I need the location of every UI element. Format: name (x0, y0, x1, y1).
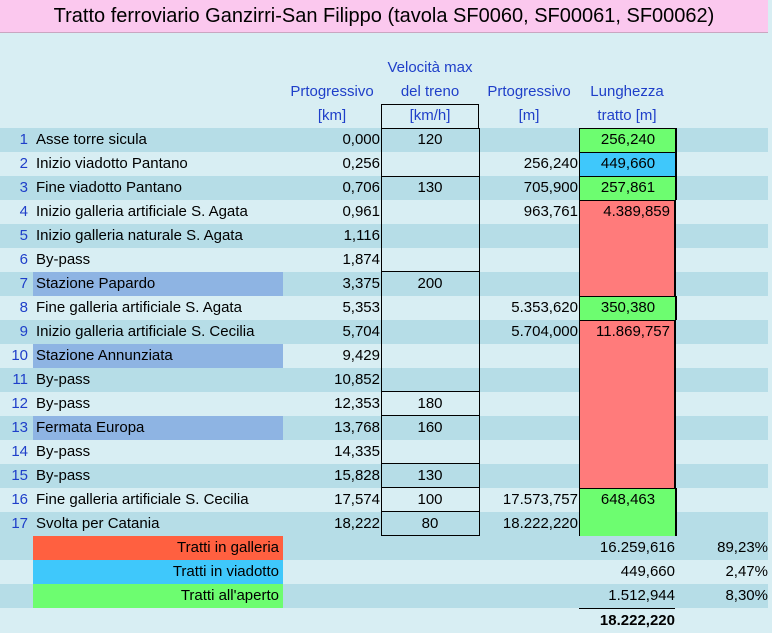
progressive-m (480, 128, 578, 152)
length-group-border (579, 200, 676, 297)
header-velocity-line2: [km/h] (409, 107, 451, 124)
location-name: Inizio galleria artificiale S. Cecilia (36, 323, 255, 340)
row-number: 14 (11, 443, 28, 460)
segment-length: 4.389,859 (579, 200, 675, 224)
progressive-km: 9,429 (342, 347, 380, 364)
header-velocity-line0: Velocità max (387, 59, 473, 76)
summary-row-viaduct (0, 560, 768, 584)
location-name: Svolta per Catania (36, 515, 160, 532)
header-km-line2: [km] (317, 107, 347, 124)
max-speed: 80 (421, 515, 439, 532)
summary-value-tunnel: 16.259,616 (599, 539, 675, 556)
velocity-block-4 (381, 391, 480, 416)
total-value: 18.222,220 (579, 608, 675, 633)
max-speed: 130 (417, 179, 443, 196)
location-name: Fine galleria artificiale S. Agata (36, 299, 242, 316)
row-number: 17 (11, 515, 28, 532)
max-speed: 160 (417, 419, 443, 436)
progressive-km: 1,874 (342, 251, 380, 268)
summary-row-open (0, 584, 768, 608)
max-speed: 130 (417, 467, 443, 484)
progressive-km: 12,353 (334, 395, 380, 412)
header-length-line2: tratto [m] (597, 107, 657, 124)
velocity-block-3 (381, 271, 480, 392)
row-number: 15 (11, 467, 28, 484)
progressive-m (480, 224, 578, 248)
summary-row-tunnel (0, 536, 768, 560)
progressive-m (480, 248, 578, 272)
location-name: By-pass (36, 467, 91, 484)
sheet-title: Tratto ferroviario Ganzirri-San Filippo (tavola SF0060, SF00061, SF00062) (0, 0, 768, 33)
segment-length: 256,240 (579, 128, 677, 152)
location-name: Fermata Europa (33, 416, 283, 440)
max-speed: 200 (417, 275, 443, 292)
length-group-border (579, 128, 676, 153)
location-name: By-pass (36, 371, 91, 388)
row-number: 1 (19, 131, 28, 148)
progressive-km: 14,335 (334, 443, 380, 460)
progressive-km: 10,852 (334, 371, 380, 388)
location-name: Inizio viadotto Pantano (36, 155, 188, 172)
progressive-m (480, 392, 578, 416)
velocity-block-5 (381, 415, 480, 464)
progressive-km: 0,000 (342, 131, 380, 148)
location-name: Inizio galleria naturale S. Agata (36, 227, 243, 244)
segment-length: 257,861 (579, 176, 677, 200)
length-group-border (579, 176, 676, 201)
progressive-m (480, 344, 578, 368)
summary-label-tunnel: Tratti in galleria (33, 536, 283, 560)
length-group-border (579, 296, 676, 321)
row-number: 16 (11, 491, 28, 508)
progressive-km: 0,706 (342, 179, 380, 196)
max-speed: 100 (417, 491, 443, 508)
row-number: 9 (19, 323, 28, 340)
max-speed: 120 (417, 131, 443, 148)
summary-value-open: 1.512,944 (608, 587, 675, 604)
header-length-line1: Lunghezza (590, 83, 664, 100)
progressive-m: 5.353,620 (511, 299, 578, 316)
progressive-m: 256,240 (523, 155, 578, 172)
summary-label-viaduct: Tratti in viadotto (33, 560, 283, 584)
progressive-m: 18.222,220 (502, 515, 578, 532)
row-number: 8 (19, 299, 28, 316)
progressive-km: 5,353 (342, 299, 380, 316)
header-m-line2: [m] (518, 107, 540, 124)
row-number: 5 (19, 227, 28, 244)
progressive-m (480, 368, 578, 392)
progressive-km: 5,704 (342, 323, 380, 340)
progressive-km: 15,828 (334, 467, 380, 484)
segment-length: 350,380 (579, 296, 677, 320)
row-number: 4 (19, 203, 28, 220)
velocity-block-8 (381, 511, 480, 536)
length-group-border (579, 320, 676, 489)
length-group-border (579, 488, 676, 537)
location-name: Stazione Papardo (33, 272, 283, 296)
location-name: By-pass (36, 443, 91, 460)
row-number: 13 (11, 419, 28, 436)
progressive-m: 5.704,000 (511, 323, 578, 340)
velocity-block-6 (381, 463, 480, 488)
location-name: Fine galleria artificiale S. Cecilia (36, 491, 249, 508)
progressive-km: 18,222 (334, 515, 380, 532)
segment-length: 11.869,757 (579, 320, 675, 344)
segment-length: 648,463 (579, 488, 677, 512)
row-number: 7 (19, 275, 28, 292)
progressive-m: 17.573,757 (502, 491, 578, 508)
location-name: Asse torre sicula (36, 131, 147, 148)
row-number: 10 (11, 347, 28, 364)
length-group-border (579, 152, 676, 177)
row-number: 11 (12, 371, 28, 388)
progressive-m (480, 272, 578, 296)
summary-pct-viaduct: 2,47% (725, 563, 768, 580)
summary-value-viaduct: 449,660 (620, 563, 675, 580)
header-velocity-line1: del treno (400, 83, 460, 100)
location-name: By-pass (36, 251, 91, 268)
progressive-m: 705,900 (523, 179, 578, 196)
total-row (0, 608, 768, 632)
row-number: 2 (19, 155, 28, 172)
progressive-km: 3,375 (342, 275, 380, 292)
location-name: Fine viadotto Pantano (36, 179, 182, 196)
summary-pct-open: 8,30% (725, 587, 768, 604)
header-km-line1: Prtogressivo (290, 83, 374, 100)
progressive-km: 13,768 (334, 419, 380, 436)
progressive-km: 1,116 (343, 227, 380, 244)
row-number: 12 (11, 395, 28, 412)
segment-length: 449,660 (579, 152, 677, 176)
progressive-km: 17,574 (334, 491, 380, 508)
velocity-block-2 (381, 176, 480, 272)
location-name: Inizio galleria artificiale S. Agata (36, 203, 248, 220)
progressive-m: 963,761 (523, 203, 578, 220)
progressive-km: 0,961 (342, 203, 380, 220)
velocity-block-7 (381, 487, 480, 512)
row-number: 6 (19, 251, 28, 268)
location-name: By-pass (36, 395, 91, 412)
progressive-m (480, 464, 578, 488)
summary-label-open: Tratti all'aperto (33, 584, 283, 608)
header-m-line1: Prtogressivo (487, 83, 571, 100)
row-number: 3 (19, 179, 28, 196)
progressive-m (480, 440, 578, 464)
progressive-km: 0,256 (342, 155, 380, 172)
location-name: Stazione Annunziata (33, 344, 283, 368)
summary-pct-tunnel: 89,23% (717, 539, 768, 556)
max-speed: 180 (417, 395, 443, 412)
progressive-m (480, 416, 578, 440)
